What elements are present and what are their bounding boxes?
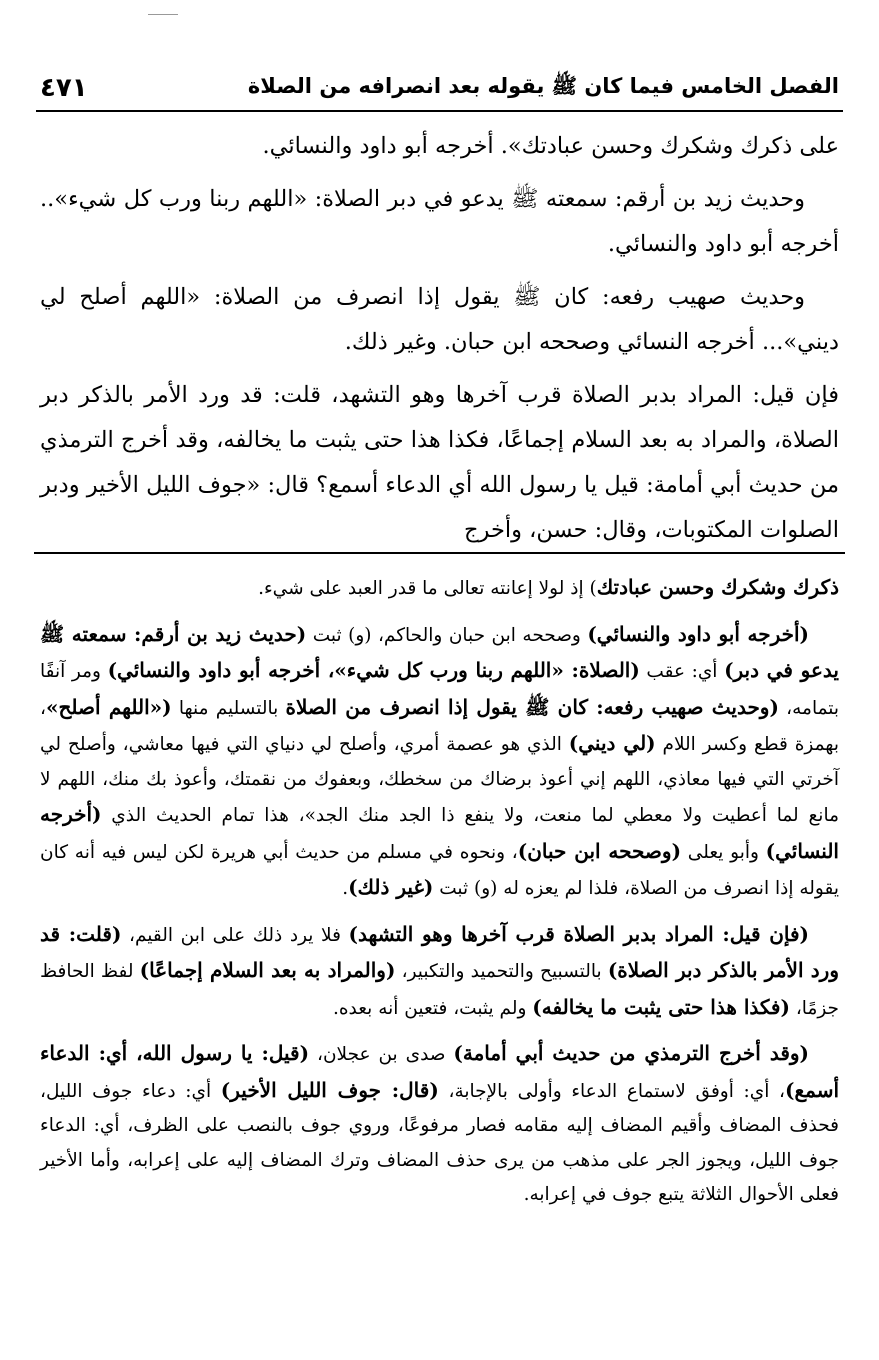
quoted-text: (وقد أخرج الترمذي من حديث أبي أمامة) (453, 1041, 810, 1065)
commentary-paragraph (40, 917, 839, 1027)
main-text (40, 124, 839, 561)
page-number: ٤٧١ (40, 73, 88, 103)
quoted-text: (والمراد به بعد السلام إجماعًا) (139, 958, 396, 982)
main-paragraph: وحديث صهيب رفعه: كان ﷺ يقول إذا انصرف من الصلاة: «اللهم أصلح لي ديني»... أخرجه النسائي وصححه ابن حبان. وغير ذلك. (40, 284, 839, 355)
quoted-text: (قيل: يا رسول الله، أي: الدعاء أسمع) (40, 1041, 840, 1102)
commentary-paragraph (40, 1036, 839, 1213)
quoted-text: (حديث زيد بن أرقم: سمعته ﷺ يدعو في دبر) (40, 621, 839, 682)
commentary-text: أي: عقب (639, 661, 725, 682)
quoted-text: (الصلاة: «اللهم ربنا ورب كل شيء»، أخرجه أبو داود والنسائي) (107, 658, 640, 682)
commentary-text: صدى بن عجلان، (309, 1044, 454, 1065)
commentary-text: ، أي: أوفق لاستماع الدعاء وأولى بالإجابة، (438, 1080, 786, 1102)
commentary-text: ) إذ لولا إعانته تعالى ما قدر العبد على شيء. (258, 578, 597, 599)
commentary-text: ، ونحوه في مسلم من حديث أبي هريرة لكن ليس فيه أنه كان يقوله إذا انصرف من الصلاة، فلذا لم يعزه له (و) ثبت (40, 841, 839, 899)
commentary-text: ومر آنفًا بتمامه، (40, 661, 840, 719)
commentary-text: الذي هو عصمة أمري، وأصلح لي دنياي التي فيها معاشي، وأصلح لي آخرتي التي فيها معاذي، اللهم إني أعوذ برضاك من سخطك، وبعفوك من نقمتك، وأعوذ بك منك، اللهم لا مانع لما أعطيت ولا معطي لما منعت، ولا ينفع ذا الجد منك الجد»، هذا تمام الحديث الذي (40, 734, 839, 826)
quoted-text: (وصححه ابن حبان) (517, 838, 682, 863)
commentary-text: لفظ الحافظ جزمًا، (40, 961, 839, 1019)
quoted-text: («اللهم أصلح» (45, 694, 172, 719)
commentary-text: بالتسبيح والتحميد والتكبير، (395, 961, 608, 982)
main-paragraph: وحديث زيد بن أرقم: سمعته ﷺ يدعو في دبر الصلاة: «اللهم ربنا ورب كل شيء».. أخرجه أبو داود والنسائي. (40, 186, 839, 257)
commentary-text: ولم يثبت، فتعين أنه بعده. (332, 997, 533, 1019)
chapter-title: الفصل الخامس فيما كان ﷺ يقوله بعد انصرافه من الصلاة (247, 73, 839, 98)
commentary (40, 570, 839, 1223)
quoted-text: (غير ذلك) (348, 875, 434, 899)
commentary-text: فلا يرد ذلك على ابن القيم، (121, 924, 349, 946)
commentary-text: . (342, 878, 349, 899)
commentary-text: ، بهمزة قطع وكسر اللام (40, 697, 839, 755)
quoted-text: (قلت: قد ورد الأمر بالذكر دبر الصلاة) (40, 921, 839, 982)
commentary-text: وصححه ابن حبان والحاكم، (و) ثبت (306, 624, 588, 646)
quoted-text: (فإن قيل: المراد بدبر الصلاة قرب آخرها وهو التشهد) (348, 921, 810, 946)
quoted-text: (لي ديني) (568, 731, 656, 755)
main-paragraph: فإن قيل: المراد بدبر الصلاة قرب آخرها وهو التشهد، قلت: قد ورد الأمر بالذكر دبر الصلاة، والمراد به بعد السلام إجماعًا، فكذا هذا حتى يثبت ما يخالفه، وقد أخرج الترمذي من حديث أبي أمامة: قيل يا رسول الله أي الدعاء أسمع؟ قال: «جوف الليل الأخير ودبر الصلوات المكتوبات، وقال: حسن، وأخرج (40, 382, 839, 543)
top-mark (148, 14, 178, 15)
commentary-text: وأبو يعلى (681, 841, 766, 863)
quoted-text: ذكرك وشكرك وحسن عبادتك (596, 575, 839, 599)
quoted-text: (أخرجه النسائي) (40, 802, 839, 863)
commentary-paragraph (40, 617, 839, 907)
commentary-divider (34, 552, 845, 554)
quoted-text: (قال: جوف الليل الأخير) (220, 1077, 439, 1102)
main-paragraph: على ذكرك وشكرك وحسن عبادتك». أخرجه أبو داود والنسائي. (262, 133, 839, 159)
page-header (36, 66, 843, 112)
commentary-text: أي: دعاء جوف الليل، فحذف المضاف وأقيم المضاف إليه مقامه فصار مرفوعًا، وروي جوف بالنصب على الظرف، أي: الدعاء جوف الليل، ويجوز الجر على مذهب من يرى حذف المضاف وترك المضاف إليه على إعرابه، وأما الأخير فعلى الأحوال الثلاثة يتبع جوف في إعرابه. (40, 1080, 840, 1205)
quoted-text: (وحديث صهيب رفعه: كان ﷺ يقول إذا انصرف من الصلاة (285, 694, 779, 719)
commentary-text: بالتسليم منها (171, 697, 286, 719)
commentary-paragraph (40, 570, 839, 607)
quoted-text: (فكذا هذا حتى يثبت ما يخالفه) (532, 994, 790, 1019)
quoted-text: (أخرجه أبو داود والنسائي) (587, 621, 809, 646)
